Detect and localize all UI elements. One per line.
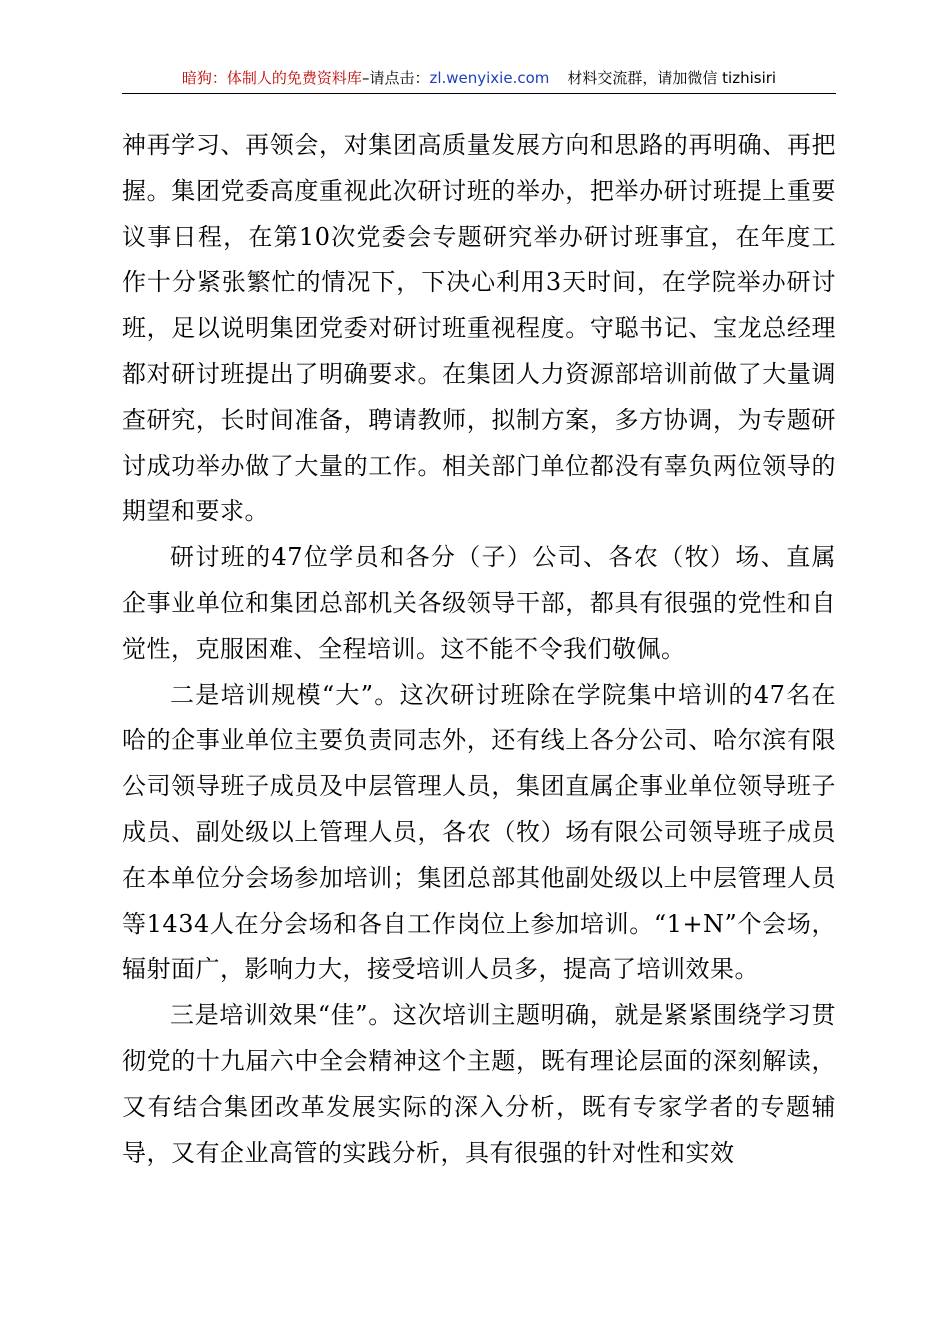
paragraph-scale: 二是培训规模“大”。这次研讨班除在学院集中培训的47名在哈的企事业单位主要负责同志外，还有线上各分公司、哈尔滨有限公司领导班子成员及中层管理人员，集团直属企事业单位领导班子成员、副处级以上管理人员，各农（牧）场有限公司领导班子成员在本单位分会场参加培训；集团总部其他副处级以上中层管理人员等1434人在分会场和各自工作岗位上参加培训。“1+N”个会场，辐射面广，影响力大，接受培训人员多，提高了培训效果。 [122,680,836,984]
page-header [122,64,836,92]
header-brand: 暗狗：体制人的免费资料库 [181,69,362,87]
paragraph-effect: 三是培训效果“佳”。这次培训主题明确，就是紧紧围绕学习贯彻党的十九届六中全会精神这个主题，既有理论层面的深刻解读，又有结合集团改革发展实际的深入分析，既有专家学者的专题辅导，又有企业高管的实践分析，具有很强的针对性和实效 [122,1001,836,1167]
header-separator: –请点击： [361,69,430,87]
header-divider [122,93,836,94]
paragraph-continuation: 神再学习、再领会，对集团高质量发展方向和思路的再明确、再把握。集团党委高度重视此次研讨班的举办，把举办研讨班提上重要议事日程，在第10次党委会专题研究举办研讨班事宜，在年度工作十分紧张繁忙的情况下，下决心利用3天时间，在学院举办研讨班，足以说明集团党委对研讨班重视程度。守聪书记、宝龙总经理都对研讨班提出了明确要求。在集团人力资源部培训前做了大量调查研究，长时间准备，聘请教师，拟制方案，多方协调，为专题研讨成功举办做了大量的工作。相关部门单位都没有辜负两位领导的期望和要求。 [122,131,836,526]
document-body [122,123,836,1176]
header-url-link[interactable]: zl.wenyixie.com [429,69,550,87]
header-contact: 材料交流群，请加微信 tizhisiri [567,69,777,87]
paragraph-trainees: 研讨班的47位学员和各分（子）公司、各农（牧）场、直属企事业单位和集团总部机关各级领导干部，都具有很强的党性和自觉性，克服困难、全程培训。这不能不令我们敬佩。 [122,543,836,663]
